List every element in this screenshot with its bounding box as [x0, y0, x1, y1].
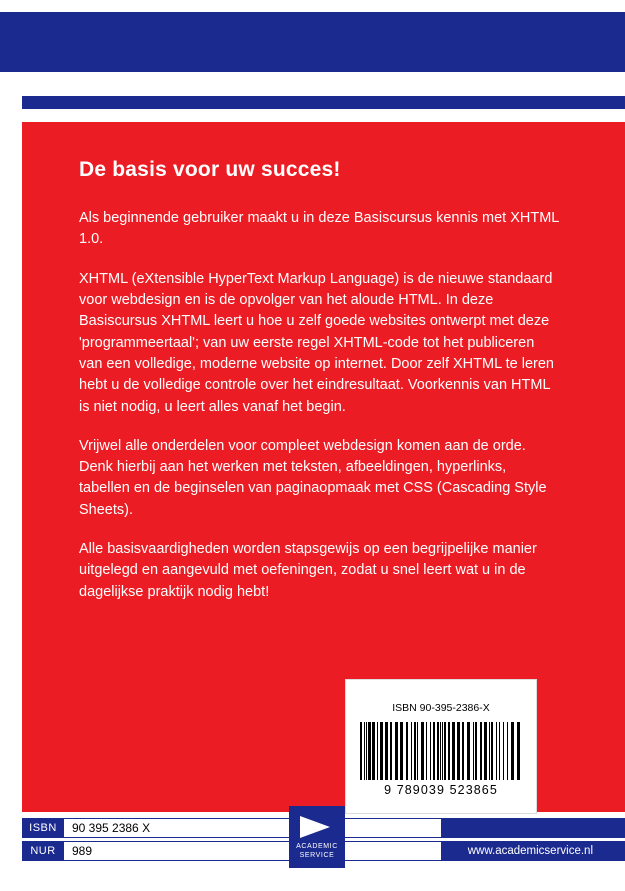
- publisher-website[interactable]: www.academicservice.nl: [467, 845, 593, 857]
- nur-tag: NUR: [22, 841, 64, 861]
- barcode-sticker: [345, 679, 537, 814]
- nur-value: 989: [64, 841, 442, 861]
- barcode-number: 9 789039 523865: [384, 783, 498, 797]
- publisher-logo-line2: SERVICE: [299, 852, 335, 859]
- blurb-heading: De basis voor uw succes!: [79, 158, 341, 181]
- isbn-value: 90 395 2386 X: [64, 818, 442, 838]
- footer-area: [0, 812, 625, 891]
- top-blue-band: [0, 12, 625, 72]
- isbn-tag: ISBN: [22, 818, 64, 838]
- barcode-bars: [360, 722, 522, 780]
- arrow-icon: [300, 816, 330, 838]
- blurb-paragraph-4: Alle basisvaardigheden worden stapsgewijs op een begrijpelijke manier uitgelegd en aangevuld met oefeningen, zodat u snel leert wat u in de dagelijkse praktijk nodig hebt!: [79, 541, 537, 600]
- blurb-paragraph-1: Als beginnende gebruiker maakt u in deze Basiscursus kennis met XHTML 1.0.: [79, 210, 559, 248]
- isbn-row: [22, 818, 442, 838]
- blurb-paragraph-2: XHTML (eXtensible HyperText Markup Language) is de nieuwe standaard voor webdesign en is de opvolger van het aloude HTML. In deze Basiscursus XHTML leert u hoe u zelf goede websites ontwerpt met deze 'programmeertaal'; van uw eerste regel XHTML-code tot het publiceren van een volledige, moderne website op internet. Door zelf XHTML te leren hebt u de volledige controle over het eindresultaat. Voorkennis van HTML is niet nodig, u leert alles vanaf het begin.: [79, 270, 554, 415]
- blurb-text-block: [79, 158, 559, 621]
- top-blue-rule: [22, 96, 625, 109]
- publisher-logo-line1: ACADEMIC: [296, 843, 338, 850]
- publisher-logo-text: [289, 842, 345, 860]
- publisher-logo: [289, 806, 345, 868]
- blurb-paragraph-3: Vrijwel alle onderdelen voor compleet webdesign komen aan de orde. Denk hierbij aan het werken met teksten, afbeeldingen, hyperlinks, tabellen en de beginselen van paginaopmaak met CSS (Cascading Style Sheets).: [79, 437, 547, 518]
- barcode-isbn-label: ISBN 90-395-2386-X: [392, 702, 490, 714]
